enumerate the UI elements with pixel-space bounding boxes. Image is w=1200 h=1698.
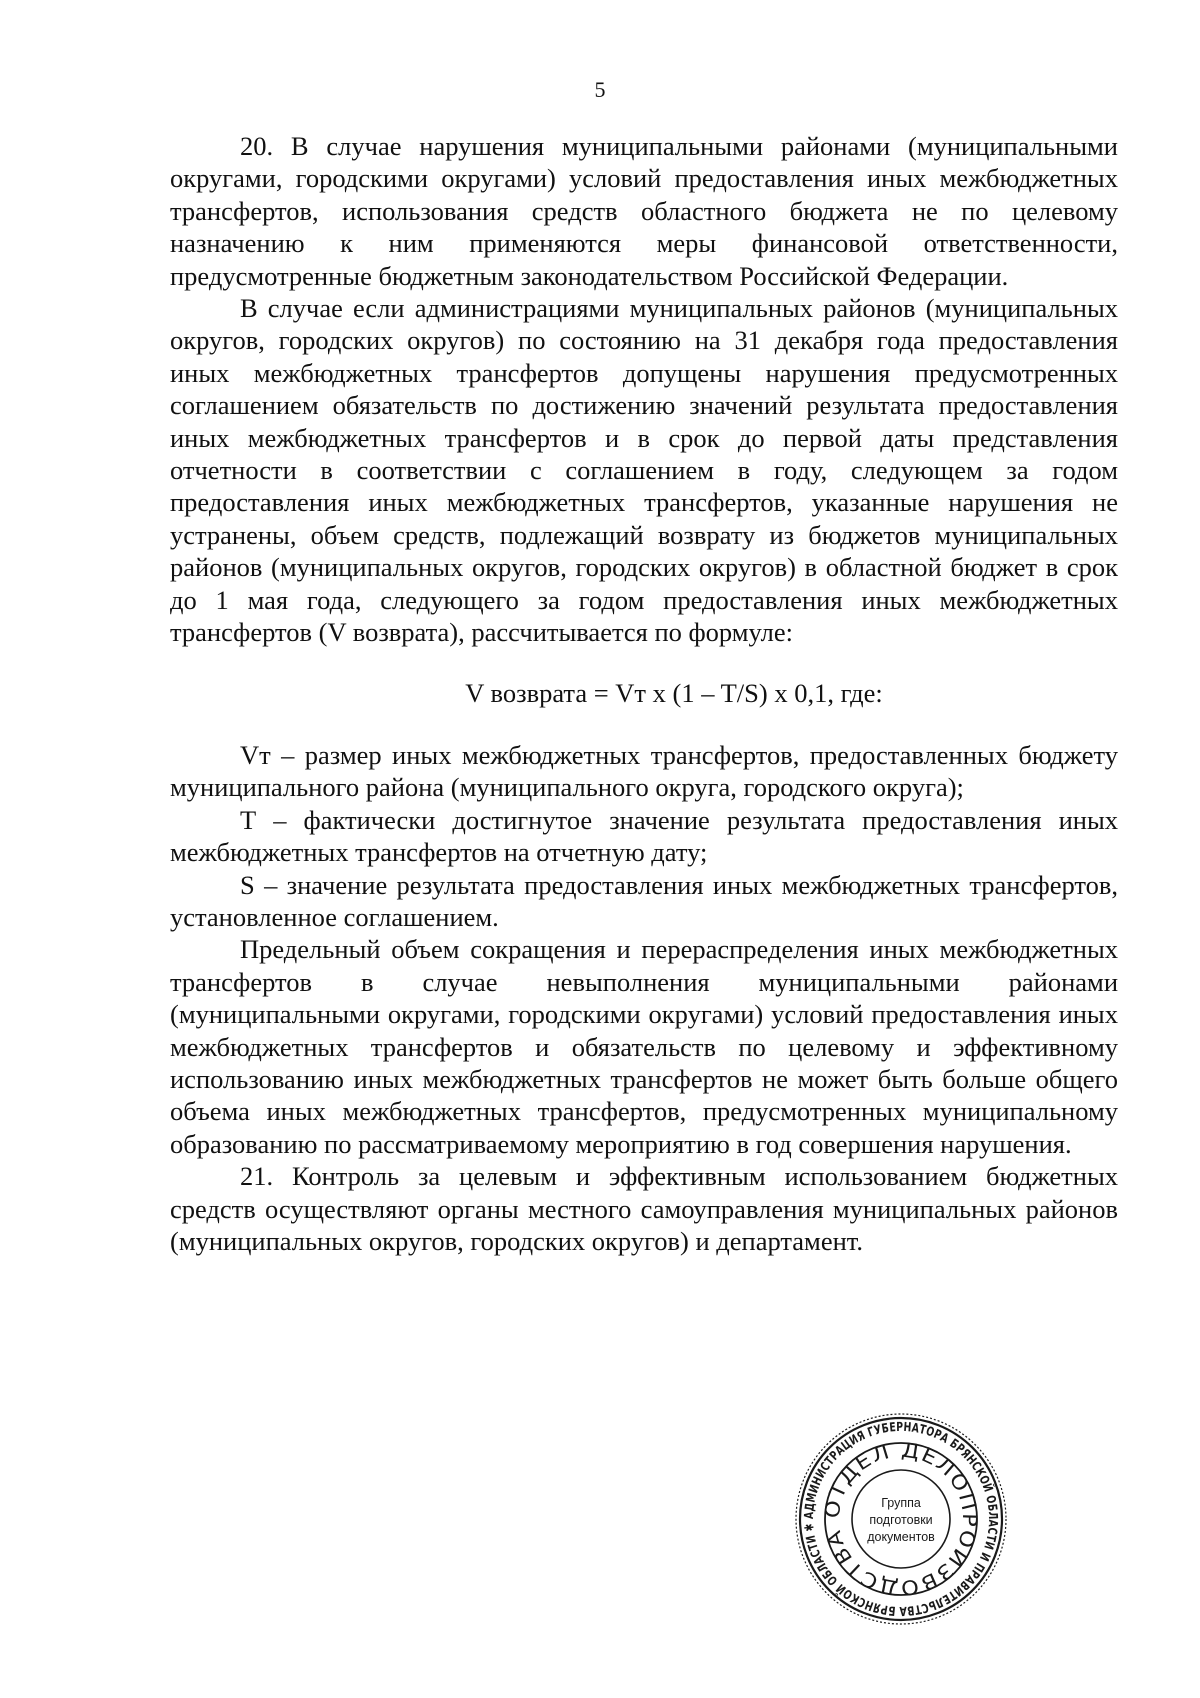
office-stamp (793, 1411, 1009, 1627)
stamp-center-line-3: документов (867, 1530, 935, 1544)
paragraph-reduction-limit: Предельный объем сокращения и перераспределения иных межбюджетных трансфертов в случае невыполнения муниципальными районами (муниципальными округами, городскими округами) условий предоставления иных межбюджетных трансфертов и обязательств по целевому и эффективному использованию иных межбюджетных трансфертов не может быть больше общего объема иных межбюджетных трансфертов, предусмотренных муниципальному образованию по рассматриваемому мероприятию в год совершения нарушения. (170, 934, 1118, 1159)
stamp-outer-text: АДМИНИСТРАЦИЯ ГУБЕРНАТОРА БРЯНСКОЙ ОБЛАСТИ И ПРАВИТЕЛЬСТВА БРЯНСКОЙ ОБЛАСТИ ✱ (800, 1418, 1002, 1620)
definition-vt: Vт – размер иных межбюджетных трансфертов, предоставленных бюджету муниципального района (муниципального округа, городского округа); (170, 739, 1118, 803)
definition-s: S – значение результата предоставления иных межбюджетных трансфертов, установленное соглашением. (170, 869, 1118, 932)
stamp-inner-text: ОТДЕЛ ДЕЛОПРОИЗВОДСТВА (819, 1437, 983, 1601)
definition-t: Т – фактически достигнутое значение результата предоставления иных межбюджетных трансфертов на отчетную дату; (170, 804, 1118, 868)
paragraph-21: 21. Контроль за целевым и эффективным использованием бюджетных средств осуществляют органы местного самоуправления муниципальных районов (муниципальных округов, городских округов) и департамент. (170, 1161, 1118, 1256)
paragraph-20: 20. В случае нарушения муниципальными районами (муниципальными округами, городскими округами) условий предоставления иных межбюджетных трансфертов, использования средств областного бюджета не по целевому назначению к ним применяются меры финансовой ответственности, предусмотренные бюджетным законодательством Российской Федерации. (170, 131, 1118, 291)
page-number: 5 (594, 77, 606, 102)
stamp-seal-icon (793, 1411, 1009, 1627)
formula: V возврата = Vт x (1 – T/S) x 0,1, где: (465, 677, 883, 708)
stamp-center-line-1: Группа (881, 1496, 921, 1510)
document-body (170, 130, 1118, 1257)
stamp-center-line-2: подготовки (869, 1513, 933, 1527)
paragraph-return-conditions: В случае если администрациями муниципальных районов (муниципальных округов, городских округов) по состоянию на 31 декабря года предоставления иных межбюджетных трансфертов допущены нарушения предусмотренных соглашением обязательств по достижению значений результата предоставления иных межбюджетных трансфертов и в срок до первой даты представления отчетности в соответствии с соглашением в году, следующем за годом предоставления иных межбюджетных трансфертов, указанные нарушения не устранены, объем средств, подлежащий возврату из бюджетов муниципальных районов (муниципальных округов, городских округов) в областной бюджет в срок до 1 мая года, следующего за годом предоставления иных межбюджетных трансфертов (V возврата), рассчитывается по формуле: (170, 293, 1118, 648)
